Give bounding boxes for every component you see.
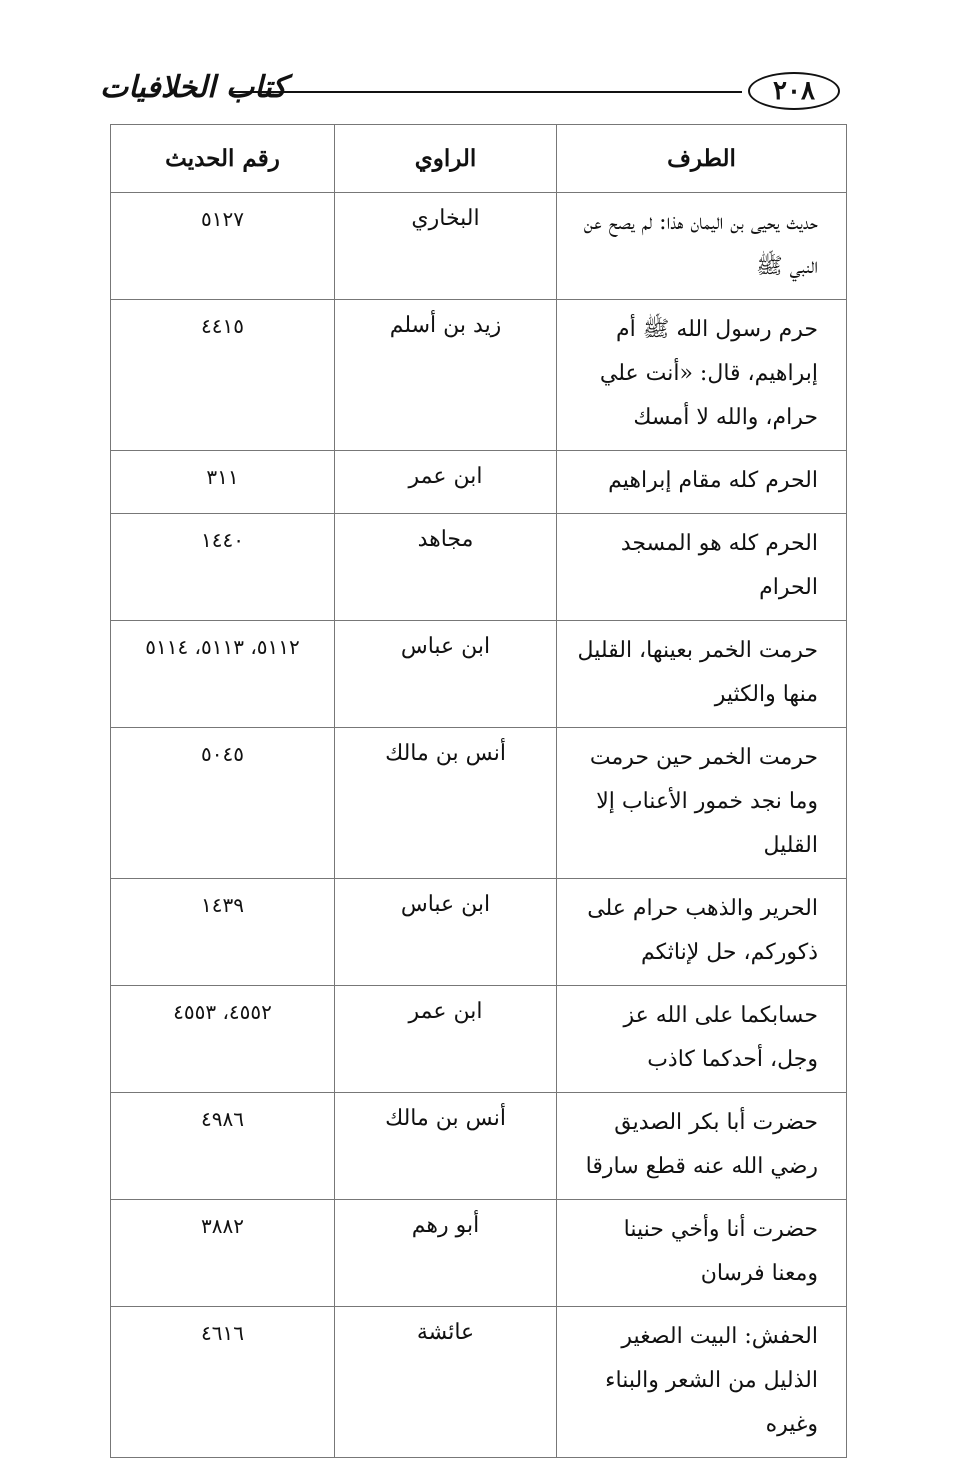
table-row bbox=[111, 193, 847, 300]
cell-rawi: أنس بن مالك bbox=[335, 1093, 557, 1200]
cell-number: ٣٨٨٢ bbox=[111, 1200, 335, 1307]
cell-tarf: الحرم كله هو المسجد الحرام bbox=[557, 514, 847, 621]
table-row bbox=[111, 1307, 847, 1458]
cell-rawi: ابن عباس bbox=[335, 879, 557, 986]
cell-number: ٥١٢٧ bbox=[111, 193, 335, 300]
cell-tarf: حضرت أنا وأخي حنينا ومعنا فرسان bbox=[557, 1200, 847, 1307]
cell-number: ٣١١ bbox=[111, 451, 335, 514]
book-title: كتاب الخلافيات bbox=[100, 70, 287, 105]
cell-rawi: عائشة bbox=[335, 1307, 557, 1458]
cell-number: ٤٤١٥ bbox=[111, 300, 335, 451]
table-row bbox=[111, 879, 847, 986]
cell-rawi: أبو رهم bbox=[335, 1200, 557, 1307]
cell-tarf: الحرم كله مقام إبراهيم bbox=[557, 451, 847, 514]
page-number-badge bbox=[748, 72, 840, 110]
cell-tarf: الحفش: البيت الصغير الذليل من الشعر والبناء وغيره bbox=[557, 1307, 847, 1458]
table-row bbox=[111, 300, 847, 451]
table-row bbox=[111, 986, 847, 1093]
running-header bbox=[100, 66, 840, 116]
cell-number: ٤٥٥٢، ٤٥٥٣ bbox=[111, 986, 335, 1093]
cell-rawi: ابن عمر bbox=[335, 451, 557, 514]
table-row bbox=[111, 728, 847, 879]
hadith-index-table bbox=[110, 124, 847, 1458]
cell-tarf: حرمت الخمر بعينها، القليل منها والكثير bbox=[557, 621, 847, 728]
cell-tarf: حسابكما على الله عز وجل، أحدكما كاذب bbox=[557, 986, 847, 1093]
cell-rawi: ابن عباس bbox=[335, 621, 557, 728]
cell-number: ١٤٤٠ bbox=[111, 514, 335, 621]
table-row bbox=[111, 1200, 847, 1307]
cell-number: ٤٩٨٦ bbox=[111, 1093, 335, 1200]
cell-number: ٤٦١٦ bbox=[111, 1307, 335, 1458]
cell-number: ١٤٣٩ bbox=[111, 879, 335, 986]
cell-tarf: الحرير والذهب حرام على ذكوركم، حل لإناثكم bbox=[557, 879, 847, 986]
table-row bbox=[111, 1093, 847, 1200]
header-number: رقم الحديث bbox=[111, 125, 335, 193]
header-tarf: الطرف bbox=[557, 125, 847, 193]
page-number: ٢٠٨ bbox=[773, 76, 815, 106]
cell-rawi: مجاهد bbox=[335, 514, 557, 621]
cell-rawi: أنس بن مالك bbox=[335, 728, 557, 879]
table-row bbox=[111, 451, 847, 514]
cell-tarf: حضرت أبا بكر الصديق رضي الله عنه قطع سارقا bbox=[557, 1093, 847, 1200]
cell-tarf: حرمت الخمر حين حرمت وما نجد خمور الأعناب إلا القليل bbox=[557, 728, 847, 879]
cell-tarf: حديث يحيى بن اليمان هذا: لم يصح عن النبي ﷺ bbox=[557, 193, 847, 300]
header-rule bbox=[232, 91, 742, 93]
table-row bbox=[111, 514, 847, 621]
cell-number: ٥٠٤٥ bbox=[111, 728, 335, 879]
cell-rawi: ابن عمر bbox=[335, 986, 557, 1093]
cell-rawi: زيد بن أسلم bbox=[335, 300, 557, 451]
table-row bbox=[111, 621, 847, 728]
cell-tarf: حرم رسول الله ﷺ أم إبراهيم، قال: «أنت علي حرام، والله لا أمسك bbox=[557, 300, 847, 451]
cell-number: ٥١١٢، ٥١١٣، ٥١١٤ bbox=[111, 621, 335, 728]
header-rawi: الراوي bbox=[335, 125, 557, 193]
table-header-row bbox=[111, 125, 847, 193]
cell-rawi: البخاري bbox=[335, 193, 557, 300]
